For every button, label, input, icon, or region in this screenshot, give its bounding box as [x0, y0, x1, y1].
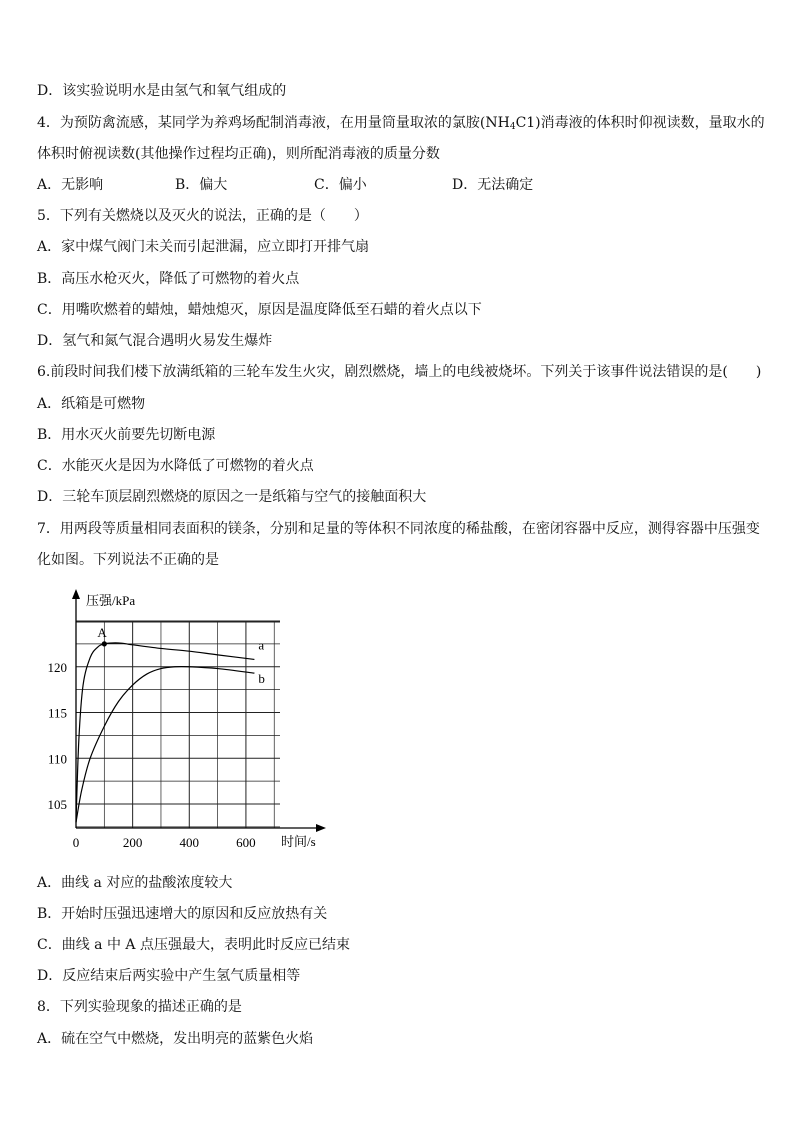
- q4-option-a: A．无影响: [37, 177, 104, 193]
- point-a-label: A: [97, 624, 107, 640]
- q5-option-d: D．氢气和氮气混合遇明火易发生爆炸: [37, 333, 273, 349]
- q7-option-c: C．曲线 a 中 A 点压强最大，表明此时反应已结束: [37, 937, 350, 953]
- q7-stem-line1: 7．用两段等质量相同表面积的镁条，分别和足量的等体积不同浓度的稀盐酸，在密闭容器中反应，测得容器中压强变: [37, 521, 760, 537]
- y-axis-label: 压强/kPa: [86, 593, 136, 608]
- q6-stem: 6.前段时间我们楼下放满纸箱的三轮车发生火灾，剧烈燃烧，墙上的电线被烧坏。下列关于该事件说法错误的是( ): [37, 364, 762, 380]
- q4-options: [37, 176, 637, 194]
- q4-stem-part2: C1)消毒液的体积时仰视读数，量取水的: [515, 115, 765, 131]
- q6-option-a: A．纸箱是可燃物: [37, 396, 146, 412]
- q7-stem-line2: 化如图。下列说法不正确的是: [37, 552, 219, 568]
- x-tick-label: 0: [72, 835, 80, 850]
- point-a-marker: [102, 641, 107, 646]
- q4-stem-part1: 4．为预防禽流感，某同学为养鸡场配制消毒液，在用量筒量取浓的氯胺(NH: [37, 115, 510, 131]
- q4-stem-line2: 体积时俯视读数(其他操作过程均正确)，则所配消毒液的质量分数: [37, 146, 440, 162]
- q4-stem-subscript: 4: [509, 122, 516, 132]
- q6-option-b: B．用水灭火前要先切断电源: [37, 427, 216, 443]
- q7-option-d: D．反应结束后两实验中产生氢气质量相等: [37, 968, 301, 984]
- y-axis-arrow: [72, 589, 80, 599]
- q8-stem: 8．下列实验现象的描述正确的是: [37, 999, 242, 1015]
- y-tick-label: 115: [47, 705, 67, 721]
- q8-option-a: A．硫在空气中燃烧，发出明亮的蓝紫色火焰: [37, 1031, 314, 1047]
- q4-stem-line1: [37, 114, 765, 136]
- q4-option-b: B．偏大: [175, 177, 228, 193]
- q5-stem: 5．下列有关燃烧以及灭火的说法，正确的是（ ）: [37, 208, 368, 224]
- q7-option-b: B．开始时压强迅速增大的原因和反应放热有关: [37, 906, 328, 922]
- q6-option-c: C．水能灭火是因为水降低了可燃物的着火点: [37, 458, 314, 474]
- x-axis-arrow: [316, 824, 326, 832]
- y-tick-label: 120: [47, 659, 67, 675]
- q4-option-d: D．无法确定: [452, 177, 534, 193]
- q4-option-c: C．偏小: [314, 177, 367, 193]
- series-line-a: [76, 643, 254, 822]
- series-label-b: b: [258, 671, 265, 687]
- y-tick-label: 110: [47, 751, 67, 767]
- x-tick-label: 600: [236, 835, 256, 850]
- q5-option-a: A．家中煤气阀门未关而引起泄漏，应立即打开排气扇: [37, 239, 370, 255]
- q5-option-b: B．高压水枪灭火，降低了可燃物的着火点: [37, 271, 300, 287]
- series-label-a: a: [258, 637, 265, 653]
- x-tick-label: 200: [122, 835, 143, 850]
- q3-option-d: D．该实验说明水是由氢气和氧气组成的: [37, 83, 287, 99]
- q7-option-a: A．曲线 a 对应的盐酸浓度较大: [37, 875, 233, 891]
- q6-option-d: D．三轮车顶层剧烈燃烧的原因之一是纸箱与空气的接触面积大: [37, 489, 427, 505]
- q5-option-c: C．用嘴吹燃着的蜡烛，蜡烛熄灭，原因是温度降低至石蜡的着火点以下: [37, 302, 482, 318]
- y-tick-label: 105: [47, 797, 67, 812]
- x-axis-label: 时间/s: [281, 834, 316, 849]
- x-tick-label: 400: [179, 835, 200, 850]
- series-line-b: [76, 667, 254, 823]
